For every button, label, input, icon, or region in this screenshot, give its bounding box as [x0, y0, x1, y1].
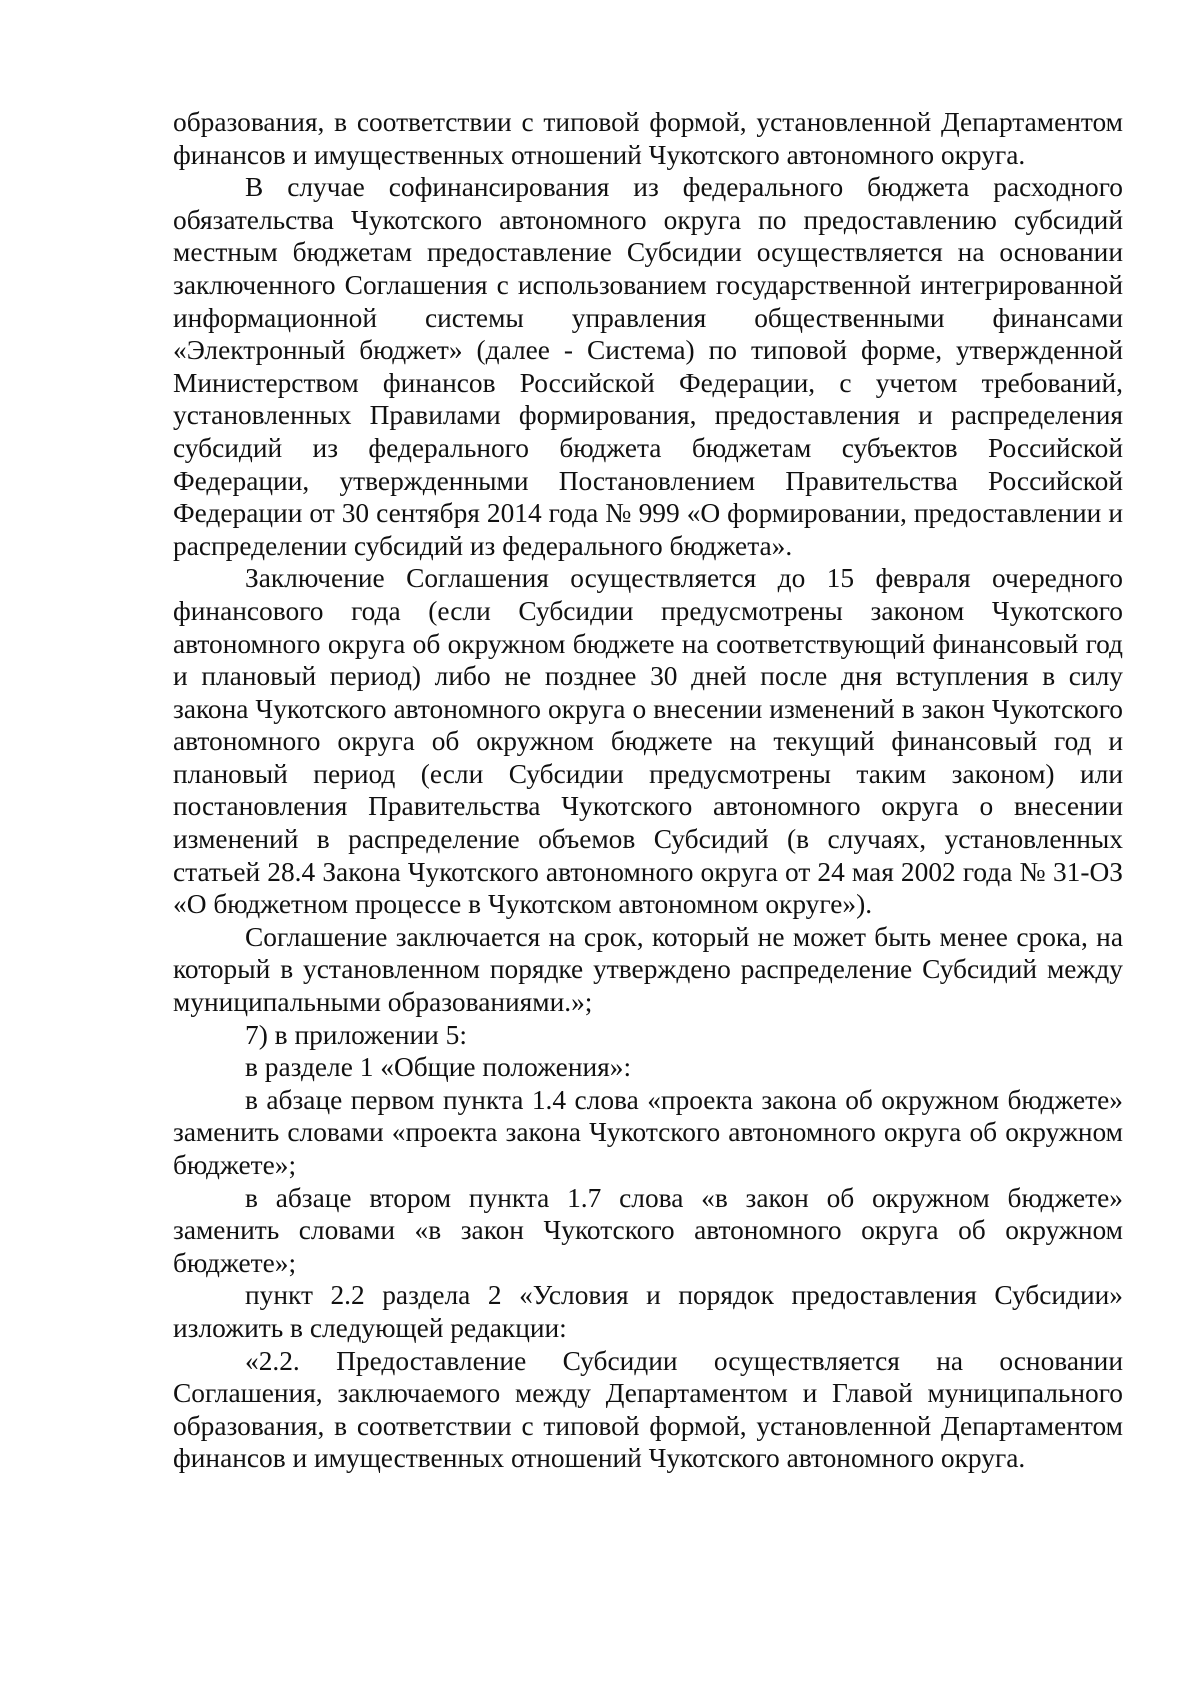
paragraph-3: Заключение Соглашения осуществляется до 15 февраля очередного финансового года (если Субсидии предусмотрены законом Чукотского автономного округа об окружном бюджете на соответствующий финансовый год и плановый период) либо не позднее 30 дней после дня вступления в силу закона Чукотского автономного округа о внесении изменений в закон Чукотского автономного округа об окружном бюджете на текущий финансовый год и плановый период (если Субсидии предусмотрены таким законом) или постановления Правительства Чукотского автономного округа о внесении изменений в распределение объемов Субсидий (в случаях, установленных статьей 28.4 Закона Чукотского автономного округа от 24 мая 2002 года № 31-ОЗ «О бюджетном процессе в Чукотском автономном округе»).: [173, 563, 1123, 920]
paragraph-9: пункт 2.2 раздела 2 «Условия и порядок предоставления Субсидии» изложить в следующей редакции:: [173, 1280, 1123, 1343]
paragraph-7: в абзаце первом пункта 1.4 слова «проекта закона об окружном бюджете» заменить словами «проекта закона Чукотского автономного округа об окружном бюджете»;: [173, 1084, 1123, 1180]
paragraph-5: 7) в приложении 5:: [245, 1019, 467, 1050]
document-page: [173, 106, 1123, 1475]
paragraph-10: «2.2. Предоставление Субсидии осуществляется на основании Соглашения, заключаемого между Департаментом и Главой муниципального образования, в соответствии с типовой формой, установленной Департаментом финансов и имущественных отношений Чукотского автономного округа.: [173, 1345, 1123, 1474]
paragraph-1: образования, в соответствии с типовой формой, установленной Департаментом финансов и имущественных отношений Чукотского автономного округа.: [173, 107, 1123, 170]
paragraph-8: в абзаце втором пункта 1.7 слова «в закон об окружном бюджете» заменить словами «в закон Чукотского автономного округа об окружном бюджете»;: [173, 1182, 1123, 1278]
paragraph-2: В случае софинансирования из федерального бюджета расходного обязательства Чукотского автономного округа по предоставлению субсидий местным бюджетам предоставление Субсидии осуществляется на основании заключенного Соглашения с использованием государственной интегрированной информационной системы управления общественными финансами «Электронный бюджет» (далее - Система) по типовой форме, утвержденной Министерством финансов Российской Федерации, с учетом требований, установленных Правилами формирования, предоставления и распределения субсидий из федерального бюджета бюджетам субъектов Российской Федерации, утвержденными Постановлением Правительства Российской Федерации от 30 сентября 2014 года № 999 «О формировании, предоставлении и распределении субсидий из федерального бюджета».: [173, 172, 1123, 561]
paragraph-6: в разделе 1 «Общие положения»:: [245, 1052, 632, 1083]
paragraph-4: Соглашение заключается на срок, который не может быть менее срока, на который в установленном порядке утверждено распределение Субсидий между муниципальными образованиями.»;: [173, 921, 1123, 1018]
